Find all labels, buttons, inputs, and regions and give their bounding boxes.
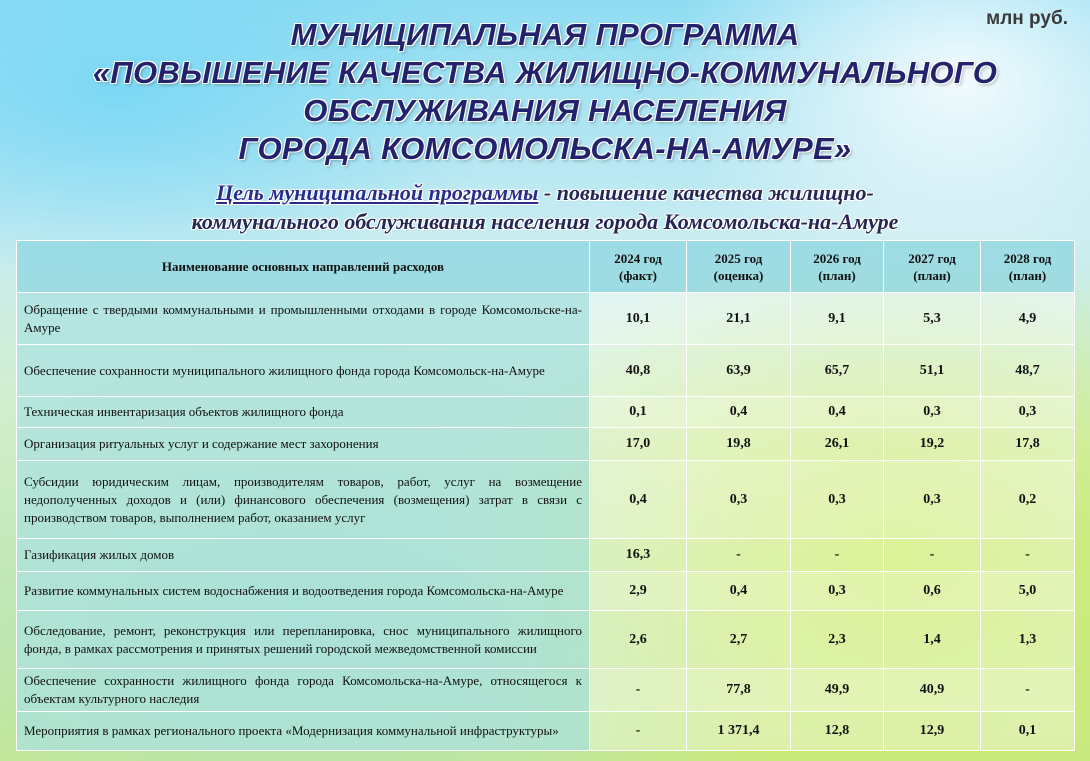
- value-cell: -: [590, 669, 687, 712]
- value-cell: 40,8: [590, 345, 687, 397]
- header-name: Наименование основных направлений расходов: [17, 241, 590, 293]
- header-2027: 2027 год (план): [884, 241, 981, 293]
- table-row: [17, 293, 1075, 345]
- expense-name-cell: Техническая инвентаризация объектов жилищного фонда: [17, 397, 590, 428]
- value-cell: 77,8: [687, 669, 791, 712]
- value-cell: 63,9: [687, 345, 791, 397]
- value-cell: 0,3: [981, 397, 1075, 428]
- table-row: [17, 572, 1075, 611]
- value-cell: -: [884, 539, 981, 572]
- expense-name-cell: Субсидии юридическим лицам, производителям товаров, работ, услуг на возмещение недополученных доходов и (или) финансового обеспечения (возмещения) затрат в связи с производством товаров, выполнением работ, оказанием услуг: [17, 461, 590, 539]
- table-row: [17, 397, 1075, 428]
- table-header-row: [17, 241, 1075, 293]
- expense-name-cell: Обращение с твердыми коммунальными и промышленными отходами в городе Комсомольске-на-Амуре: [17, 293, 590, 345]
- table-row: [17, 345, 1075, 397]
- goal-text-2: коммунального обслуживания населения города Комсомольска-на-Амуре: [191, 209, 899, 234]
- value-cell: -: [981, 669, 1075, 712]
- header-2024: 2024 год (факт): [590, 241, 687, 293]
- value-cell: 10,1: [590, 293, 687, 345]
- units-label: млн руб.: [986, 8, 1068, 29]
- goal-text-1: - повышение качества жилищно-: [538, 180, 874, 205]
- value-cell: -: [981, 539, 1075, 572]
- value-cell: 9,1: [791, 293, 884, 345]
- header-2026: 2026 год (план): [791, 241, 884, 293]
- title-line-3: ОБСЛУЖИВАНИЯ НАСЕЛЕНИЯ: [303, 93, 787, 128]
- value-cell: 1,4: [884, 611, 981, 669]
- value-cell: 0,3: [884, 461, 981, 539]
- value-cell: 65,7: [791, 345, 884, 397]
- value-cell: 40,9: [884, 669, 981, 712]
- value-cell: 0,4: [791, 397, 884, 428]
- value-cell: 2,3: [791, 611, 884, 669]
- table-row: [17, 539, 1075, 572]
- value-cell: 19,2: [884, 428, 981, 461]
- table-row: [17, 428, 1075, 461]
- value-cell: -: [791, 539, 884, 572]
- expense-name-cell: Организация ритуальных услуг и содержание мест захоронения: [17, 428, 590, 461]
- value-cell: -: [687, 539, 791, 572]
- value-cell: 16,3: [590, 539, 687, 572]
- value-cell: 5,3: [884, 293, 981, 345]
- value-cell: 0,3: [791, 572, 884, 611]
- expense-name-cell: Мероприятия в рамках регионального проекта «Модернизация коммунальной инфраструктуры»: [17, 712, 590, 751]
- goal-lead: Цель муниципальной программы: [216, 180, 539, 205]
- value-cell: 21,1: [687, 293, 791, 345]
- value-cell: 17,8: [981, 428, 1075, 461]
- page-title: [0, 16, 1090, 168]
- value-cell: 12,8: [791, 712, 884, 751]
- program-goal: [0, 178, 1090, 236]
- value-cell: 12,9: [884, 712, 981, 751]
- value-cell: 2,6: [590, 611, 687, 669]
- value-cell: 0,2: [981, 461, 1075, 539]
- value-cell: 48,7: [981, 345, 1075, 397]
- value-cell: 0,1: [981, 712, 1075, 751]
- value-cell: 0,3: [884, 397, 981, 428]
- header-2025: 2025 год (оценка): [687, 241, 791, 293]
- expenses-table: [16, 240, 1075, 751]
- value-cell: 26,1: [791, 428, 884, 461]
- table-row: [17, 669, 1075, 712]
- value-cell: 4,9: [981, 293, 1075, 345]
- value-cell: 17,0: [590, 428, 687, 461]
- header-2028: 2028 год (план): [981, 241, 1075, 293]
- value-cell: 0,4: [590, 461, 687, 539]
- value-cell: 49,9: [791, 669, 884, 712]
- expense-name-cell: Обеспечение сохранности жилищного фонда города Комсомольска-на-Амуре, относящегося к объектам культурного наследия: [17, 669, 590, 712]
- table-row: [17, 461, 1075, 539]
- value-cell: 2,7: [687, 611, 791, 669]
- expense-name-cell: Обеспечение сохранности муниципального жилищного фонда города Комсомольск-на-Амуре: [17, 345, 590, 397]
- value-cell: 19,8: [687, 428, 791, 461]
- title-line-4: ГОРОДА КОМСОМОЛЬСКА-НА-АМУРЕ»: [238, 131, 852, 166]
- table-row: [17, 712, 1075, 751]
- value-cell: -: [590, 712, 687, 751]
- value-cell: 2,9: [590, 572, 687, 611]
- expense-name-cell: Обследование, ремонт, реконструкция или перепланировка, снос муниципального жилищного фонда, в рамках рассмотрения и принятых решений городской межведомственной комиссии: [17, 611, 590, 669]
- value-cell: 51,1: [884, 345, 981, 397]
- expense-name-cell: Газификация жилых домов: [17, 539, 590, 572]
- table-row: [17, 611, 1075, 669]
- value-cell: 5,0: [981, 572, 1075, 611]
- title-line-2: «ПОВЫШЕНИЕ КАЧЕСТВА ЖИЛИЩНО-КОММУНАЛЬНОГО: [92, 55, 998, 90]
- title-line-1: МУНИЦИПАЛЬНАЯ ПРОГРАММА: [290, 17, 800, 52]
- value-cell: 0,3: [791, 461, 884, 539]
- value-cell: 0,6: [884, 572, 981, 611]
- value-cell: 1,3: [981, 611, 1075, 669]
- expense-name-cell: Развитие коммунальных систем водоснабжения и водоотведения города Комсомольска-на-Амуре: [17, 572, 590, 611]
- value-cell: 1 371,4: [687, 712, 791, 751]
- value-cell: 0,4: [687, 397, 791, 428]
- value-cell: 0,4: [687, 572, 791, 611]
- value-cell: 0,1: [590, 397, 687, 428]
- value-cell: 0,3: [687, 461, 791, 539]
